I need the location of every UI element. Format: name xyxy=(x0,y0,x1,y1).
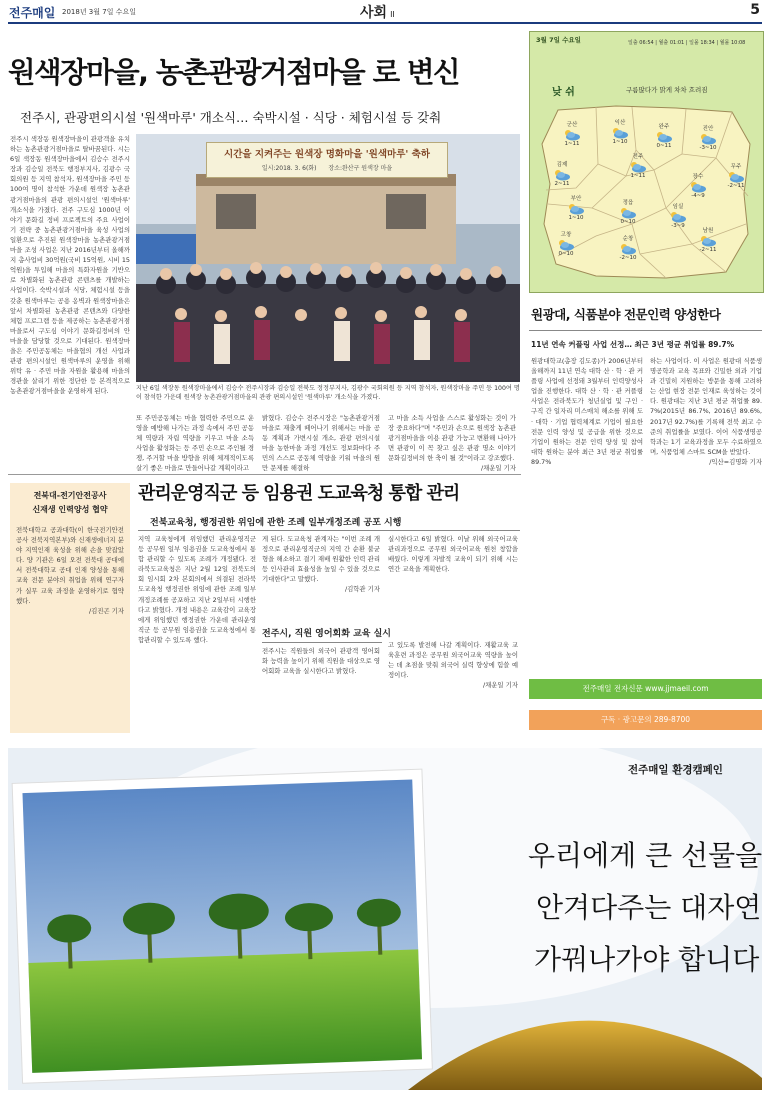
e-paper-bar[interactable]: 전주매일 전자신문 www.jjmaeil.com xyxy=(529,679,762,699)
masthead-paper-name: 전주매일 xyxy=(9,6,56,20)
weather-city-5 xyxy=(724,164,748,190)
weather-city-name: 진안 xyxy=(702,126,714,132)
weather-city-name: 정읍 xyxy=(622,200,634,206)
weather-city-name: 완주 xyxy=(658,124,670,130)
secondary-col-4-2: 전주시는 직원들의 외국어 관광객 영어회화 능력을 높이기 위해 직원을 대상으로 영어회화 교육을 실시한다고 밝혔다. xyxy=(262,647,380,676)
weather-city-6 xyxy=(550,162,574,188)
sunset-label: 일몰 xyxy=(689,40,699,46)
weather-summary: 구름많다가 맑게 차차 흐려짐 xyxy=(626,86,708,94)
weather-city-temp: 2~11 xyxy=(554,181,570,187)
masthead-date: 2018년 3월 7일 수요일 xyxy=(62,8,136,16)
photo-banner-date: 일시:2018. 3. 6(화) xyxy=(261,165,317,172)
weather-city-10 xyxy=(616,200,640,226)
subscription-bar[interactable]: 구독 · 광고문의 289-8700 xyxy=(529,710,762,730)
cloud-icon xyxy=(567,203,585,215)
weather-city-temp: -4~9 xyxy=(691,193,705,199)
weather-city-name: 군산 xyxy=(566,122,578,128)
cloud-icon xyxy=(563,129,581,141)
ad-slogan-line-3: 가꿔나가야 합니다 xyxy=(534,943,760,976)
wonkwang-subheadline: 11년 연속 커플링 사업 선정… 최근 3년 평균 취업률 89.7% xyxy=(531,340,735,349)
moonrise-label: 월출 xyxy=(658,40,669,46)
weather-city-name: 익산 xyxy=(614,120,626,126)
weather-city-12 xyxy=(554,232,578,258)
moonset-label: 월몰 xyxy=(719,40,730,46)
weather-city-temp: 0~11 xyxy=(656,143,672,149)
ad-slogan-line-2: 안겨다주는 대자연 xyxy=(536,891,762,924)
moonrise-value: 01:01 xyxy=(669,40,685,46)
main-article-col-1: 전주시 색장동 원색장마을이 관광객을 유치하는 농촌관광거점마을로 탈바꿈된다. 시는 6일 색장동 원색장마을에서 김승수 전주시장과 김승일 전북도 행정부지사, 김광수 국회의원 등 지역 참석자, 원색장마을 주민 등 100여 명이 참석한 가운데 원색장 농촌관광거점마을의 관광 편의시설인 '원색마루' 개소식을 가졌다. 전주 구도심 1000년 이야기 문화길 정비 프로젝트의 주요 사업이기 전략 중 농촌관광거점마을 육성 사업의 일환으로 추진된 원색장마을 농촌관광거점마을 조성 사업은 지난 2016년부터 올해까지 총사업비 30억원(국비 15억원, 시비 15억원)을 투입해 마을의 특화자원을 기반으로 차별화된 농촌관광 콘텐츠를 개발하는 사업이다. 숙박시설과 식당, 체험시설 등을 갖춘 원색마루는 공용 옹벽과 원색장마을은 앞서 차별화된 농촌관광 콘텐츠와 다양한 체험 프로그램 등을 제공하는 농촌관광거점마을로서 구도심 이야기 문화길정비의 안 마을을 담당할 것으로 기대된다. 원색장마을은 주민공동체는 마을협의 개선 사업과 관광 편의시설인 원색마루의 운영을 위해 위탁 유 · 주민 마을 자원을 활용해 마을의 경관을 살리기 위한 정단한 등 본격적으로 농촌관광거점마을을 운영하게 된다. xyxy=(10,135,130,396)
wonkwang-col-1: 원광대학교(총장 김도종)가 2006년부터 올해까지 11년 연속 대학 산 · 학 · 관 커플링 사업에 선정돼 3월부터 인력양성사업을 진행한다. 대학 산 · 학 · 관 커플링 사업은 전라북도가 청년실업 및 구인 · 구직 간 일자리 미스매치 해소를 위해 도 · 대학 · 기업 협력체계로 기업이 필요한 전문 인력 양성 및 공급을 위한 것으로 기업이 원하는 전문 인력 양성 및 참여 대학 원하는 분야 최근 3년 평균 취업률 89.7% xyxy=(531,357,643,466)
weather-city-8 xyxy=(686,174,710,200)
weather-city-temp: 1~11 xyxy=(564,141,580,147)
secondary-headline: 관리운영직군 등 임용권 도교육청 통합 관리 xyxy=(138,483,460,504)
cloud-icon xyxy=(553,169,571,181)
weather-city-2 xyxy=(608,120,632,146)
secondary-col-3-byline: /김학관 기자 xyxy=(344,585,380,594)
ad-campaign xyxy=(8,748,762,1090)
weather-city-3 xyxy=(652,124,676,150)
main-article-col-4 xyxy=(388,413,516,471)
weather-city-name: 김제 xyxy=(556,162,568,168)
cloud-icon xyxy=(669,211,687,223)
secondary-col-5-text: 고 있도록 발전해 나갈 계획이다. 재활교육 교육훈련 과정은 공무원 외국어교육 역량을 높이는 데 초점을 맞춰 외국어 실력 향상에 힘쓸 예정이다. xyxy=(388,641,518,680)
cloud-icon xyxy=(699,235,717,247)
weather-city-9 xyxy=(564,196,588,222)
sidebar-title-1: 전북대-전기안전공사 xyxy=(33,491,107,500)
page-number: 5 xyxy=(750,2,760,18)
cloud-icon xyxy=(619,207,637,219)
header-rule xyxy=(8,22,762,24)
weather-city-temp: 0~10 xyxy=(620,219,636,225)
main-article-col-3: 밝혔다. 김승수 전주시장은 "농촌관광거점마을로 재출게 떼어나기 위해서는 마을 공동 계획과 가변시설 개소, 관광 편의시설 마을 농한마을 과정 개선도 정보화마다 주민의 스스로 공동체 역량을 키워 마을의 원만 문제를 해결하 xyxy=(262,414,380,473)
weather-city-name: 순창 xyxy=(622,236,634,242)
moonset-value: 10:08 xyxy=(730,40,746,46)
weather-astro: 일출 06:54 | 월출 01:01 | 일몰 18:34 | 월몰 10:08 xyxy=(628,40,746,46)
main-article-col-4-text: 고 마을 소득 사업을 스스로 활성화는 것이 가장 중요하다"며 "주민과 손으로 원색장 농촌관광거점마을을 이용 관광 가능고 변환해 나아가면 관광이 이 꼭 찾고 싶은 관광 명소 이야기 문화길정비의 한 축이 될 것"이라고 강조했다. xyxy=(388,414,516,463)
wonkwang-col-2 xyxy=(650,356,762,672)
weather-city-name: 고창 xyxy=(560,232,572,238)
main-article-byline: /채운일 기자 xyxy=(480,464,516,473)
wonkwang-headline: 원광대, 식품분야 전문인력 양성한다 xyxy=(531,307,721,322)
secondary-col-5-byline: /채운일 기자 xyxy=(482,681,518,690)
cloud-icon xyxy=(699,133,717,145)
main-subheadline: 전주시, 관광편의시설 '원색마루' 개소식… 숙박시설 · 식당 · 체험시설 등 갖춰 xyxy=(20,110,442,125)
weather-city-name: 전주 xyxy=(632,154,644,160)
main-headline: 원색장마을, 농촌관광거점마을 로 변신 xyxy=(8,56,460,89)
secondary-col-3 xyxy=(262,534,380,616)
photo-caption: 지난 6일 색장동 원색장마을에서 김승수 전주시장과 김승일 전북도 정정부지사, 김광수 국회의원 등 지역 참석자, 원색장마을 주민 등 100여 명이 참석한 가운데 원색장 농촌관광거점마을의 관광 편의시설인 '원색마루' 개소식을 가졌다. xyxy=(136,385,520,401)
weather-city-temp: 0~10 xyxy=(558,251,574,257)
secondary-col-4: 실시한다고 6일 밝혔다. 이날 위해 외국어교육 관리과정으로 공무원 외국어교육 원천 창합을 배웠다. 이렇게 자발적 교육이 되기 위해 시는 연간 교육을 계획한다. xyxy=(388,535,518,574)
photo-banner-title: 시간을 지켜주는 원색장 명화마을 '원색마루' 축하 xyxy=(224,149,430,160)
weather-city-name: 부안 xyxy=(570,196,582,202)
cloud-icon xyxy=(629,161,647,173)
weather-city-temp: -2~11 xyxy=(727,183,745,189)
weather-city-temp: 1~10 xyxy=(568,215,584,221)
divider-main xyxy=(8,474,521,475)
weather-city-4 xyxy=(696,126,720,152)
secondary-col-1: 지역 교육청에게 위임했던 관리운영직군 등 공무원 일부 임용권을 도교육청에서 통합 관리할 수 있도록 조례가 개정됐다. 전라북도교육청은 지난 2월 12일 전북도의회 임시회 2차 본회의에서 의결된 전라북도교육청 행정권한 위임에 관한 조례 일부개정조례를 공포하고 지난 2일부터 시행한다고 밝혔다. 개정 내용은 교육감이 교육장에게 위임했던 행정권한 가운데 관리운영직군 등 공무원 임용권을 도교육청에서 통합관리할 수 있도록 했다. xyxy=(138,535,256,644)
photo-banner xyxy=(206,142,448,178)
sidebar-title-2: 신재생 인력양성 협약 xyxy=(32,505,108,514)
main-photo xyxy=(136,134,520,382)
sunrise-label: 일출 xyxy=(628,40,638,46)
ad-slogan-line-1: 우리에게 큰 선물을 xyxy=(528,839,763,872)
cloud-icon xyxy=(619,243,637,255)
weather-city-temp: -3~10 xyxy=(699,145,717,151)
weather-city-name: 무주 xyxy=(730,164,742,170)
sidebar-body-text: 전북대학교 공과대학(이 한국전기안전공사 전북지역본부)와 신재생에너지 분야 지역인재 육성을 위해 손을 맞잡았다. 양 기관은 6일 오전 전북대 공대에서 전북대학교 공대 인재 양성을 통해 교육 전문 분야의 취업을 위해 연구자가 실무 교육 과정을 운영하기로 협약했다. xyxy=(16,526,124,605)
secondary-col-3-text: 게 된다. 도교육청 관계자는 "이번 조례 개정으로 관리운영직군의 지역 간 순환 불균형을 해소하고 결기 재배 원활한 인력 관리 등 인사관리 효율성을 높일 수 있을 것으로 기대한다"고 말했다. xyxy=(262,535,380,584)
photo-banner-place: 장소:완산구 원색장 마을 xyxy=(328,165,393,172)
weather-city-name: 임실 xyxy=(672,204,684,210)
cloud-icon xyxy=(689,181,707,193)
weather-city-temp: 1~11 xyxy=(630,173,646,179)
cloud-icon xyxy=(727,171,745,183)
secondary-divider xyxy=(138,530,520,531)
weather-city-13 xyxy=(616,236,640,262)
weather-city-temp: -2~11 xyxy=(699,247,717,253)
ad-campaign-title: 전주매일 환경캠페인 xyxy=(628,764,723,776)
sidebar-body xyxy=(16,525,124,715)
weather-city-7 xyxy=(626,154,650,180)
cloud-icon xyxy=(655,131,673,143)
wonkwang-byline: /익산=김명화 기자 xyxy=(709,457,762,466)
sidebar-box xyxy=(10,483,130,733)
weather-map xyxy=(536,104,756,282)
weather-city-11 xyxy=(666,204,690,230)
wonkwang-col-2-text: 하는 사업이다. 이 사업은 원광대 식품생명공학과 교육 목표와 긴밀한 외과 기업과 긴밀히 지원하는 방문을 통해 고려하는 산업 현장 전문 인재로 육성하는 것이다. 원광대는 지난 3년 평균 취업률 89.7%(2015년 86.7%, 2016년 89.6%, 2017년 92.7%)를 기록해 전북 최고 수준의 취업률을 보였다. 이어 식품생명공학과는 1기 교육과정을 모두 수료하였으며, 식품업체 스마트 SCM을 받았다. xyxy=(650,357,762,456)
weather-city-name: 장수 xyxy=(692,174,704,180)
section-label xyxy=(360,2,395,22)
weather-city-temp: 1~10 xyxy=(612,139,628,145)
weather-panel xyxy=(529,31,764,293)
weather-city-1 xyxy=(560,122,584,148)
wonkwang-divider xyxy=(529,330,762,331)
cloud-icon xyxy=(611,127,629,139)
main-article-col-2: 또 주민공동체는 마을 협력한 주민으로 운영을 예방해 나가는 과정 속에서 주민 공동체 역량과 자립 역량을 키우고 마을 소득 사업을 활성화는 등 주민 손으로 주인될 경쟁, 주거할 마을 방향을 위해 체계적이도록 살기 좋은 마을로 만들어나갈 계획이라고 xyxy=(136,414,254,473)
weather-city-temp: -2~10 xyxy=(619,255,637,261)
weather-city-14 xyxy=(696,228,720,254)
cloud-icon xyxy=(557,239,575,251)
secondary-sub-headline: 전주시, 직원 영어회화 교육 실시 xyxy=(262,626,382,643)
sunset-value: 18:34 xyxy=(700,40,715,46)
weather-date: 3월 7일 수요일 xyxy=(536,36,581,44)
weather-city-temp: -3~9 xyxy=(671,223,685,229)
section-roman: II xyxy=(390,10,395,19)
secondary-subheadline: 전북교육청, 행정권한 위임에 관한 조례 일부개정조례 공포 시행 xyxy=(150,518,402,528)
secondary-col-5 xyxy=(388,640,518,734)
sidebar-byline: /김진곤 기자 xyxy=(88,606,124,615)
sunrise-value: 06:54 xyxy=(639,40,654,46)
weather-city-name: 남원 xyxy=(702,228,714,234)
weather-region-label: 낮 쉬 xyxy=(552,87,575,98)
section-name: 사회 xyxy=(360,5,388,21)
